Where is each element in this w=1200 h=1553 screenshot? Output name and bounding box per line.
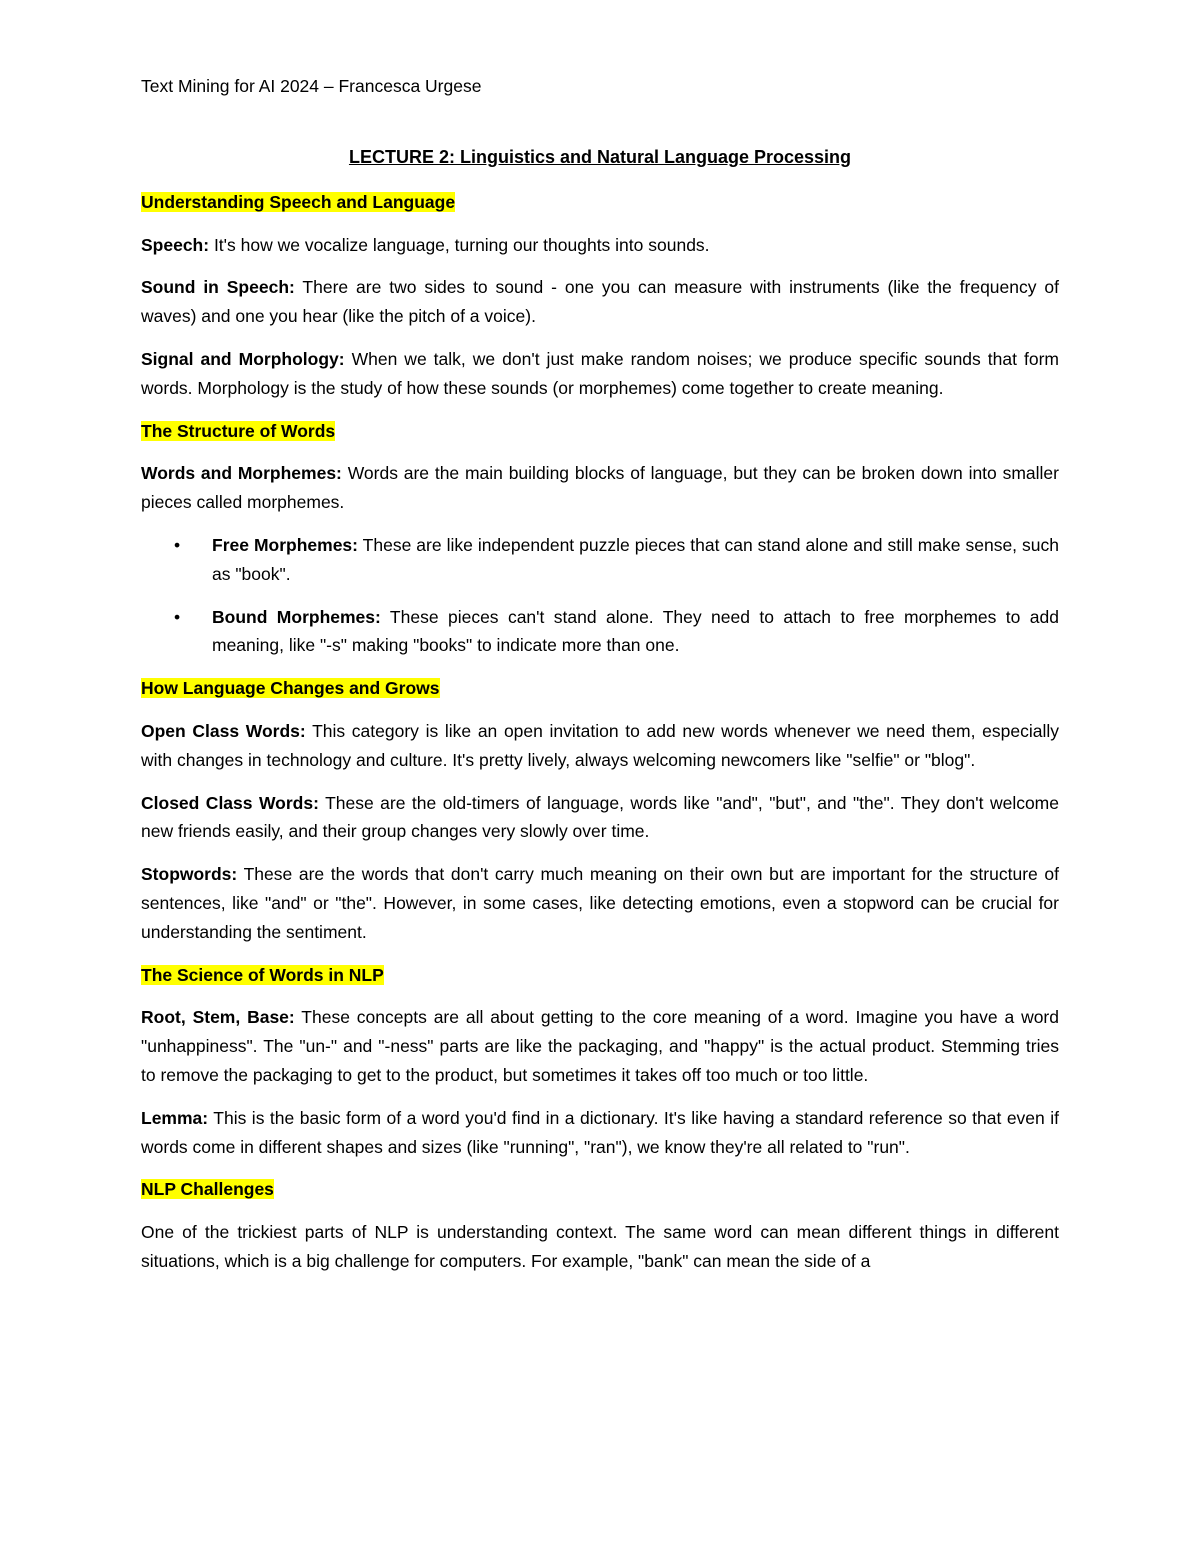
paragraph-text: This category is like an open invitation to add new words whenever we need them, especially with changes in technology and culture. It's pretty lively, always welcoming newcomers like "selfie" or "blog". (141, 720, 1059, 770)
highlighted-heading-text: The Structure of Words (141, 420, 336, 441)
term-label: Speech: (141, 234, 210, 255)
term-label: Free Morphemes: (212, 534, 358, 555)
paragraph (141, 1003, 1059, 1089)
paragraph (141, 345, 1059, 403)
section-heading (141, 1175, 1059, 1204)
list-item (141, 531, 1059, 589)
highlighted-heading-text: NLP Challenges (141, 1179, 274, 1200)
paragraph (141, 1104, 1059, 1162)
paragraph (141, 1218, 1059, 1276)
section-heading (141, 674, 1059, 703)
list-item-text: These are like independent puzzle pieces that can stand alone and still make sense, such as "book". (212, 534, 1059, 584)
term-label: Signal and Morphology: (141, 348, 345, 369)
list-item-text: These pieces can't stand alone. They need to attach to free morphemes to add meaning, like "-s" making "books" to indicate more than one. (212, 606, 1059, 656)
bullet-list (141, 531, 1059, 660)
highlighted-heading-text: How Language Changes and Grows (141, 678, 440, 699)
section-heading (141, 417, 1059, 446)
paragraph-text: These concepts are all about getting to the core meaning of a word. Imagine you have a word "unhappiness". The "un-" and "-ness" parts are like the packaging, and "happy" is the actual product. Stemming tries to remove the packaging to get to the product, but sometimes it takes off too much or too little. (141, 1007, 1059, 1085)
paragraph-text: This is the basic form of a word you'd find in a dictionary. It's like having a standard reference so that even if words come in different shapes and sizes (like "running", "ran"), we know they're all related to "run". (141, 1107, 1059, 1157)
document-title: LECTURE 2: Linguistics and Natural Language Processing (348, 147, 852, 167)
paragraph (141, 717, 1059, 775)
paragraph (141, 273, 1059, 331)
term-label: Sound in Speech: (141, 277, 295, 298)
section-heading (141, 961, 1059, 990)
highlighted-heading-text: Understanding Speech and Language (141, 191, 456, 212)
paragraph-text: It's how we vocalize language, turning our thoughts into sounds. (209, 234, 710, 255)
term-label: Root, Stem, Base: (141, 1007, 295, 1028)
term-label: Bound Morphemes: (212, 606, 381, 627)
running-header: Text Mining for AI 2024 – Francesca Urgese (141, 76, 482, 96)
document-body (141, 143, 1059, 1290)
paragraph (141, 459, 1059, 517)
paragraph-text: One of the trickiest parts of NLP is understanding context. The same word can mean different things in different situations, which is a big challenge for computers. For example, "bank" can mean the side of a (141, 1222, 1059, 1271)
term-label: Stopwords: (141, 864, 238, 885)
paragraph-text: These are the old-timers of language, words like "and", "but", and "the". They don't welcome new friends easily, and their group changes very slowly over time. (141, 792, 1059, 842)
bullet-icon: • (174, 534, 181, 555)
term-label: Words and Morphemes: (141, 463, 342, 484)
highlighted-heading-text: The Science of Words in NLP (141, 964, 384, 985)
term-label: Closed Class Words: (141, 792, 319, 813)
paragraph (141, 789, 1059, 847)
list-item (141, 603, 1059, 661)
bullet-icon: • (174, 606, 181, 627)
paragraph-text: Words are the main building blocks of language, but they can be broken down into smaller pieces called morphemes. (141, 463, 1059, 513)
paragraph-text: There are two sides to sound - one you can measure with instruments (like the frequency of waves) and one you hear (like the pitch of a voice). (141, 277, 1059, 327)
paragraph (141, 860, 1059, 946)
paragraph (141, 231, 1059, 260)
section-heading (141, 188, 1059, 217)
paragraph-text: These are the words that don't carry much meaning on their own but are important for the structure of sentences, like "and" or "the". However, in some cases, like detecting emotions, even a stopword can be crucial for understanding the sentiment. (141, 864, 1059, 942)
paragraph-text: When we talk, we don't just make random noises; we produce specific sounds that form words. Morphology is the study of how these sounds (or morphemes) come together to create meaning. (141, 348, 1059, 398)
term-label: Open Class Words: (141, 720, 306, 741)
term-label: Lemma: (141, 1107, 209, 1128)
